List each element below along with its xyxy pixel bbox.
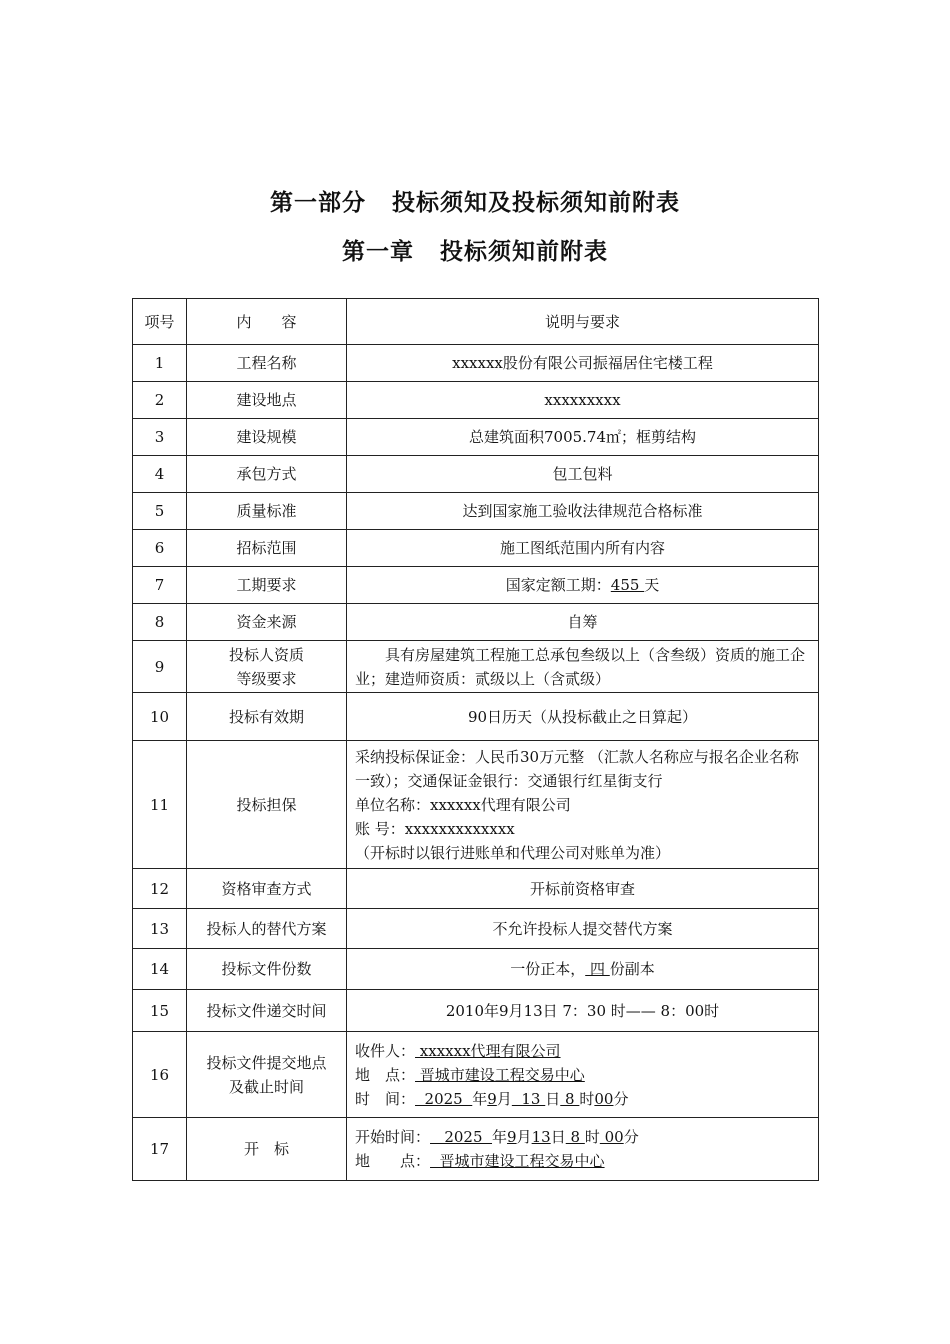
- table-row: [133, 419, 819, 456]
- part-title: 第一部分 投标须知及投标须知前附表: [270, 190, 680, 216]
- header-no: 项号: [133, 299, 187, 345]
- row-item: 投标人的替代方案: [187, 909, 347, 949]
- row-no: 10: [133, 693, 187, 741]
- row-desc: 具有房屋建筑工程施工总承包叁级以上（含叁级）资质的施工企业；建造师资质：贰级以上（含贰级）: [347, 641, 819, 693]
- table-row: [133, 493, 819, 530]
- row-desc: xxxxxx股份有限公司振福居住宅楼工程: [347, 345, 819, 382]
- duration-days: 455: [610, 576, 645, 594]
- row-no: 3: [133, 419, 187, 456]
- row-no: 15: [133, 990, 187, 1032]
- table-row: [133, 909, 819, 949]
- row-item: 投标有效期: [187, 693, 347, 741]
- row-item: 资格审查方式: [187, 869, 347, 909]
- table-row: [133, 345, 819, 382]
- row-no: 5: [133, 493, 187, 530]
- row-desc: 总建筑面积7005.74㎡；框剪结构: [347, 419, 819, 456]
- row-item: 质量标准: [187, 493, 347, 530]
- row-no: 11: [133, 741, 187, 869]
- table-row: [133, 990, 819, 1032]
- table-header-row: [133, 299, 819, 345]
- row-desc: 不允许投标人提交替代方案: [347, 909, 819, 949]
- row-no: 7: [133, 567, 187, 604]
- row-desc: 开标前资格审查: [347, 869, 819, 909]
- row-item: 投标文件提交地点 及截止时间: [187, 1032, 347, 1118]
- row-item: 开 标: [187, 1118, 347, 1181]
- row-no: 13: [133, 909, 187, 949]
- table-row: [133, 1118, 819, 1181]
- row-desc: 收件人： xxxxxx代理有限公司 地 点： 晋城市建设工程交易中心 时 间： 2025 年9月 13 日 8 时00分: [347, 1032, 819, 1118]
- table-row: [133, 382, 819, 419]
- row-no: 6: [133, 530, 187, 567]
- row-no: 4: [133, 456, 187, 493]
- row-desc: 90日历天（从投标截止之日算起）: [347, 693, 819, 741]
- row-desc: 国家定额工期：455 天: [347, 567, 819, 604]
- table-row: [133, 604, 819, 641]
- table-row: [133, 949, 819, 990]
- header-content: 内 容: [187, 299, 347, 345]
- copies-count: 四: [585, 960, 610, 978]
- row-item: 投标人资质 等级要求: [187, 641, 347, 693]
- row-desc: 开始时间： 2025 年9月13日 8 时 00分 地 点： 晋城市建设工程交易中心: [347, 1118, 819, 1181]
- row-item: 投标文件份数: [187, 949, 347, 990]
- row-item: 投标文件递交时间: [187, 990, 347, 1032]
- row-item: 投标担保: [187, 741, 347, 869]
- row-no: 17: [133, 1118, 187, 1181]
- row-no: 1: [133, 345, 187, 382]
- row-desc: 包工包料: [347, 456, 819, 493]
- row-desc: 自筹: [347, 604, 819, 641]
- row-item: 工程名称: [187, 345, 347, 382]
- row-desc: xxxxxxxxx: [347, 382, 819, 419]
- header-desc: 说明与要求: [347, 299, 819, 345]
- row-no: 14: [133, 949, 187, 990]
- row-item: 资金来源: [187, 604, 347, 641]
- row-desc: 采纳投标保证金：人民币30万元整 （汇款人名称应与报名企业名称一致）；交通保证金银行：交通银行红星街支行 单位名称：xxxxxx代理有限公司 账 号：xxxxxxxxxxxxx （开标时以银行进账单和代理公司对账单为准）: [347, 741, 819, 869]
- table-row: [133, 641, 819, 693]
- table-row: [133, 456, 819, 493]
- table-row: [133, 567, 819, 604]
- chapter-title: 第一章 投标须知前附表: [342, 239, 608, 265]
- table-row: [133, 869, 819, 909]
- row-no: 12: [133, 869, 187, 909]
- row-no: 16: [133, 1032, 187, 1118]
- row-desc: 施工图纸范围内所有内容: [347, 530, 819, 567]
- row-desc: 2010年9月13日 7：30 时—— 8：00时: [347, 990, 819, 1032]
- row-item: 建设规模: [187, 419, 347, 456]
- table-row: [133, 1032, 819, 1118]
- bid-instructions-table: [132, 298, 819, 1181]
- row-item: 招标范围: [187, 530, 347, 567]
- row-desc: 一份正本， 四 份副本: [347, 949, 819, 990]
- table-row: [133, 530, 819, 567]
- row-no: 9: [133, 641, 187, 693]
- table-row: [133, 693, 819, 741]
- table-row: [133, 741, 819, 869]
- row-item: 承包方式: [187, 456, 347, 493]
- row-no: 2: [133, 382, 187, 419]
- row-item: 工期要求: [187, 567, 347, 604]
- row-item: 建设地点: [187, 382, 347, 419]
- row-desc: 达到国家施工验收法律规范合格标准: [347, 493, 819, 530]
- row-no: 8: [133, 604, 187, 641]
